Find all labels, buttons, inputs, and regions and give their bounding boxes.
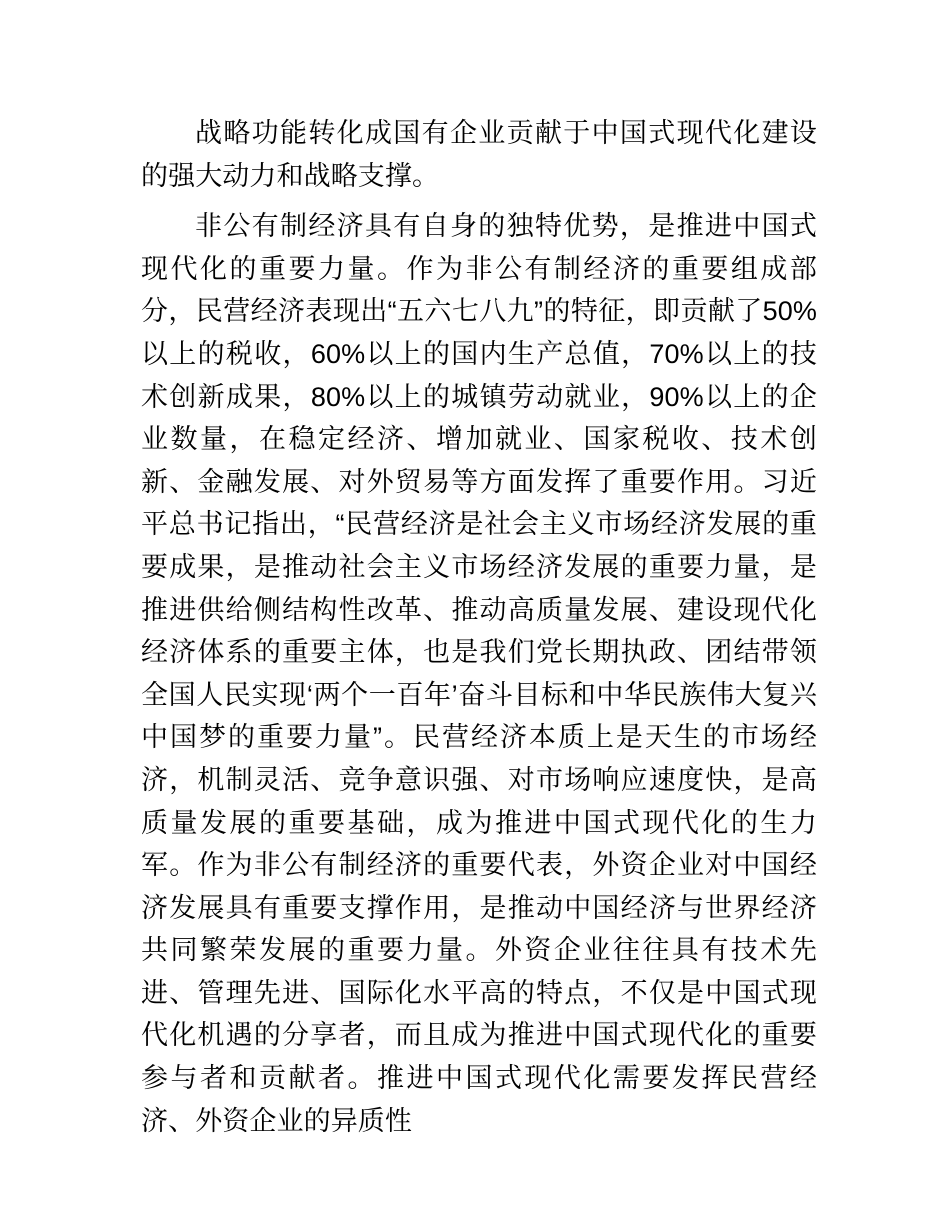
paragraph-2: 非公有制经济具有自身的独特优势，是推进中国式现代化的重要力量。作为非公有制经济的重要组成部分，民营经济表现出“五六七八九”的特征，即贡献了50%以上的税收，60%以上的国内生产总值，70%以上的技术创新成果，80%以上的城镇劳动就业，90%以上的企业数量，在稳定经济、增加就业、国家税收、技术创新、金融发展、对外贸易等方面发挥了重要作用。习近平总书记指出，“民营经济是社会主义市场经济发展的重要成果，是推动社会主义市场经济发展的重要力量，是推进供给侧结构性改革、推动高质量发展、建设现代化经济体系的重要主体，也是我们党长期执政、团结带领全国人民实现‘两个一百年’奋斗目标和中华民族伟大复兴中国梦的重要力量”。民营经济本质上是天生的市场经济，机制灵活、竞争意识强、对市场响应速度快，是高质量发展的重要基础，成为推进中国式现代化的生力军。作为非公有制经济的重要代表，外资企业对中国经济发展具有重要支撑作用，是推动中国经济与世界经济共同繁荣发展的重要力量。外资企业往往具有技术先进、管理先进、国际化水平高的特点，不仅是中国式现代化机遇的分享者，而且成为推进中国式现代化的重要参与者和贡献者。推进中国式现代化需要发挥民营经济、外资企业的异质性 [141, 211, 817, 1136]
paragraph-1: 战略功能转化成国有企业贡献于中国式现代化建设的强大动力和战略支撑。 [141, 118, 817, 191]
document-text-column [141, 112, 817, 1142]
